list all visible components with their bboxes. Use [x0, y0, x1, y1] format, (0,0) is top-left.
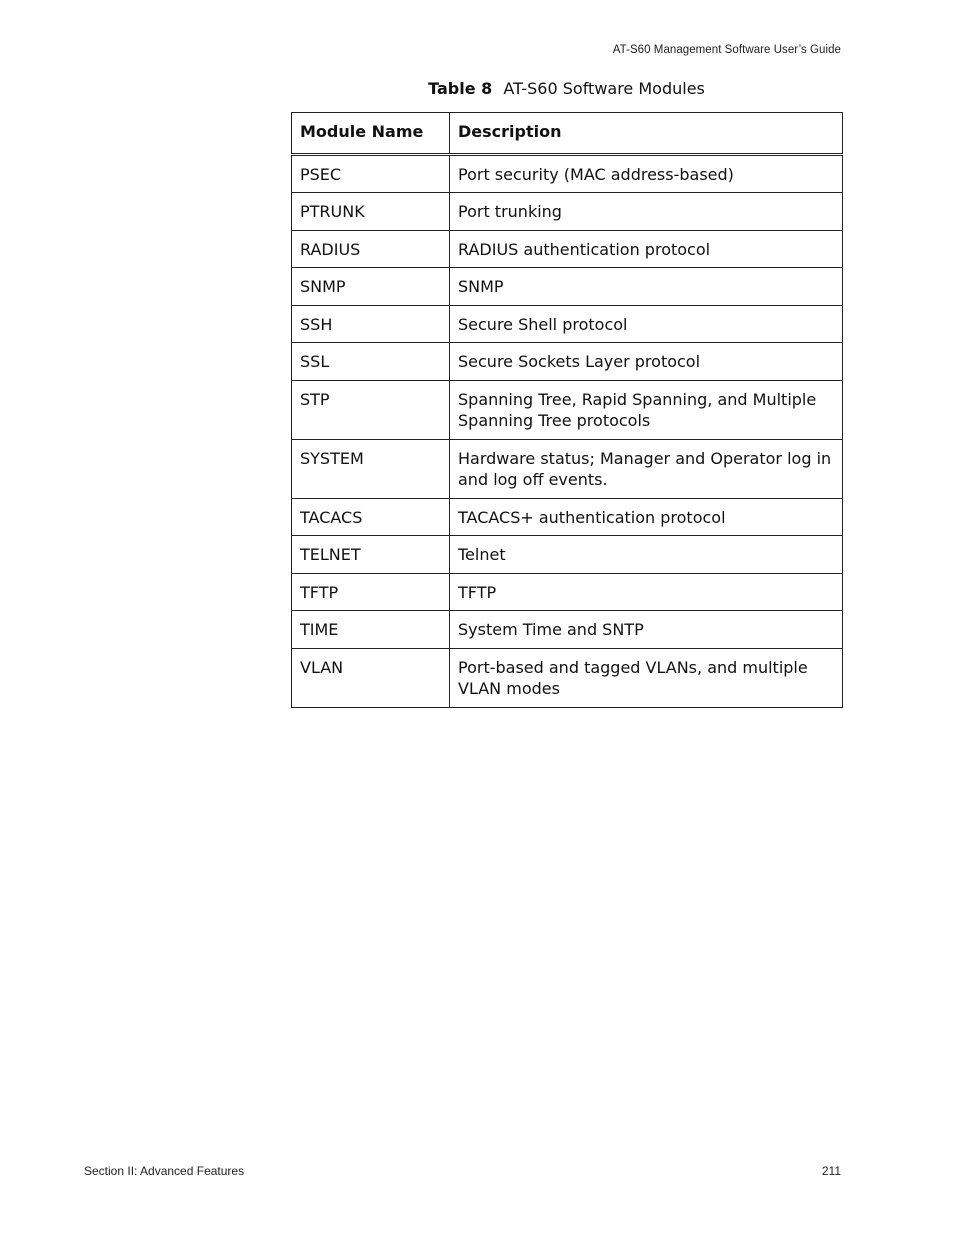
module-name-cell: RADIUS: [292, 230, 450, 268]
module-name-cell: SSL: [292, 343, 450, 381]
table-row: [292, 268, 843, 306]
table-row: [292, 230, 843, 268]
description-cell: SNMP: [450, 268, 843, 306]
running-header: AT-S60 Management Software User’s Guide: [612, 44, 841, 56]
module-name-cell: VLAN: [292, 648, 450, 707]
table-row: [292, 193, 843, 231]
table-row: [292, 343, 843, 381]
module-name-cell: TFTP: [292, 573, 450, 611]
description-cell: Spanning Tree, Rapid Spanning, and Multiple Spanning Tree protocols: [450, 380, 843, 439]
table-row: [292, 498, 843, 536]
module-name-cell: SSH: [292, 305, 450, 343]
table-row: [292, 573, 843, 611]
table-header-row: [292, 113, 843, 155]
table-row: [292, 648, 843, 707]
column-header-module-name: Module Name: [292, 113, 450, 155]
description-cell: System Time and SNTP: [450, 611, 843, 649]
module-name-cell: TELNET: [292, 536, 450, 574]
table-caption: [291, 79, 842, 98]
module-name-cell: STP: [292, 380, 450, 439]
description-cell: Secure Sockets Layer protocol: [450, 343, 843, 381]
description-cell: TFTP: [450, 573, 843, 611]
table-row: [292, 536, 843, 574]
page-number: 211: [821, 1164, 841, 1178]
table-row: [292, 439, 843, 498]
software-modules-table: [291, 112, 843, 708]
module-name-cell: PTRUNK: [292, 193, 450, 231]
description-cell: RADIUS authentication protocol: [450, 230, 843, 268]
table-row: [292, 611, 843, 649]
footer-section-title: Section II: Advanced Features: [84, 1164, 245, 1178]
column-header-description: Description: [450, 113, 843, 155]
module-name-cell: PSEC: [292, 154, 450, 193]
module-name-cell: TACACS: [292, 498, 450, 536]
description-cell: Port trunking: [450, 193, 843, 231]
module-name-cell: SYSTEM: [292, 439, 450, 498]
description-cell: Hardware status; Manager and Operator log in and log off events.: [450, 439, 843, 498]
table-row: [292, 305, 843, 343]
module-name-cell: SNMP: [292, 268, 450, 306]
table-row: [292, 380, 843, 439]
description-cell: Telnet: [450, 536, 843, 574]
description-cell: Port security (MAC address-based): [450, 154, 843, 193]
description-cell: TACACS+ authentication protocol: [450, 498, 843, 536]
description-cell: Secure Shell protocol: [450, 305, 843, 343]
table-caption-label: Table 8: [428, 79, 493, 98]
module-name-cell: TIME: [292, 611, 450, 649]
table-caption-title: AT-S60 Software Modules: [503, 79, 705, 98]
description-cell: Port-based and tagged VLANs, and multiple VLAN modes: [450, 648, 843, 707]
table-row: [292, 154, 843, 193]
